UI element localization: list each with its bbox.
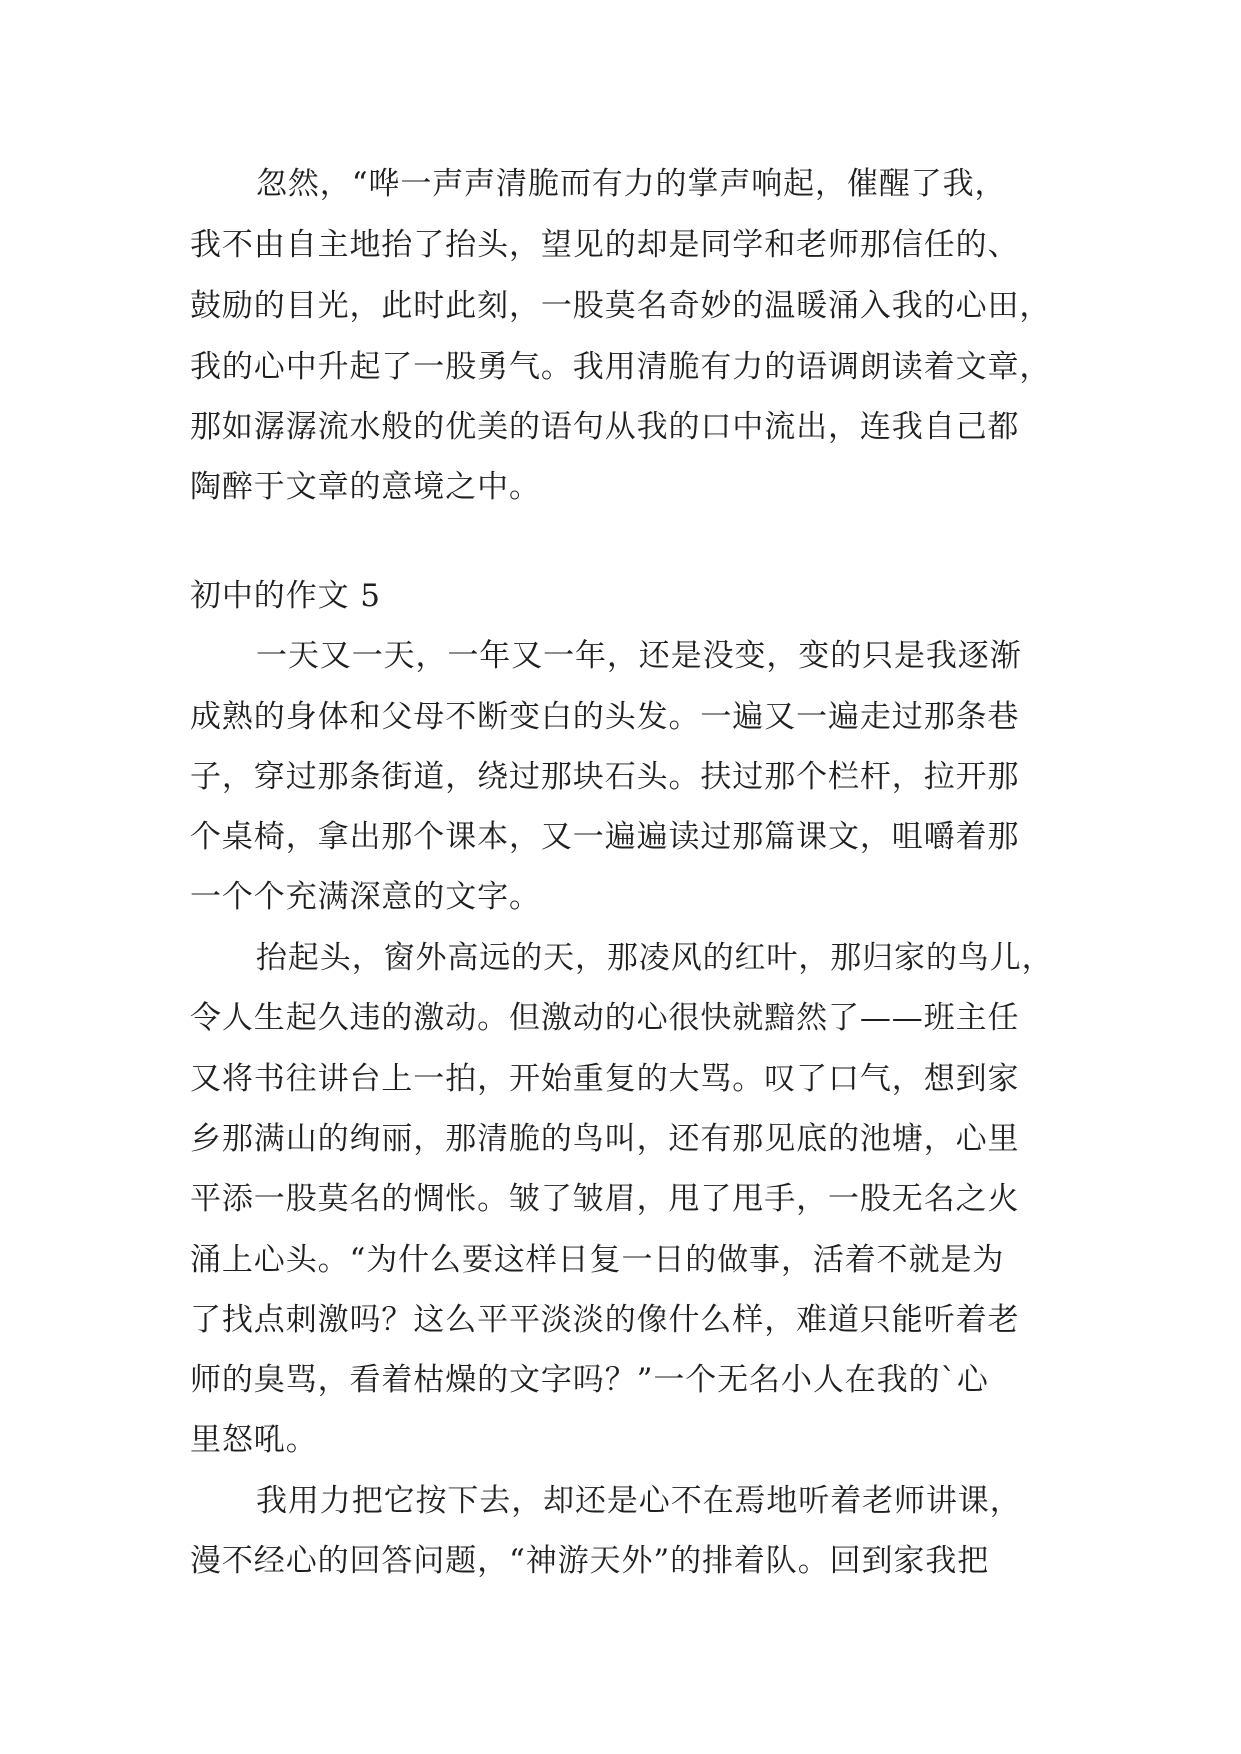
section-heading: 初中的作文 5	[190, 578, 381, 614]
text-line: 一天又一天，一年又一年，还是没变，变的只是我逐渐	[256, 638, 1022, 674]
text-line: 乡那满山的绚丽，那清脆的鸟叫，还有那见底的池塘，心里	[190, 1121, 1020, 1157]
text-line: 成熟的身体和父母不断变白的头发。一遍又一遍走过那条巷	[190, 699, 1020, 735]
text-line: 我的心中升起了一股勇气。我用清脆有力的语调朗读着文章，	[190, 349, 1052, 385]
text-line: 漫不经心的回答问题，“神游天外”的排着队。回到家我把	[190, 1543, 990, 1579]
text-line: 鼓励的目光，此时此刻，一股莫名奇妙的温暖涌入我的心田，	[190, 288, 1052, 324]
text-line: 又将书往讲台上一拍，开始重复的大骂。叹了口气，想到家	[190, 1061, 1020, 1097]
text-line: 抬起头，窗外高远的天，那凌风的红叶，那归家的鸟儿，	[256, 940, 1054, 976]
text-line: 令人生起久违的激动。但激动的心很快就黯然了——班主任	[190, 1000, 1020, 1036]
text-line: 忽然，“哗一声声清脆而有力的掌声响起，催醒了我，	[256, 166, 1007, 202]
text-line: 涌上心头。“为什么要这样日复一日的做事，活着不就是为	[190, 1242, 1005, 1278]
text-line: 了找点刺激吗？这么平平淡淡的像什么样，难道只能听着老	[190, 1302, 1020, 1338]
text-line: 平添一股莫名的惆怅。皱了皱眉，甩了甩手，一股无名之火	[190, 1181, 1020, 1217]
text-line: 我不由自主地抬了抬头，望见的却是同学和老师那信任的、	[190, 227, 1020, 263]
text-line: 那如潺潺流水般的优美的语句从我的口中流出，连我自己都	[190, 409, 1020, 445]
text-line: 陶醉于文章的意境之中。	[190, 469, 541, 505]
text-line: 师的臭骂，看着枯燥的文字吗？”一个无名小人在我的`心	[190, 1362, 989, 1398]
text-line: 里怒吼。	[190, 1422, 318, 1458]
text-line: 子，穿过那条街道，绕过那块石头。扶过那个栏杆，拉开那	[190, 759, 1020, 795]
text-line: 一个个充满深意的文字。	[190, 879, 541, 915]
text-line: 我用力把它按下去，却还是心不在焉地听着老师讲课，	[256, 1483, 1022, 1519]
text-line: 个桌椅，拿出那个课本，又一遍遍读过那篇课文，咀嚼着那	[190, 819, 1020, 855]
